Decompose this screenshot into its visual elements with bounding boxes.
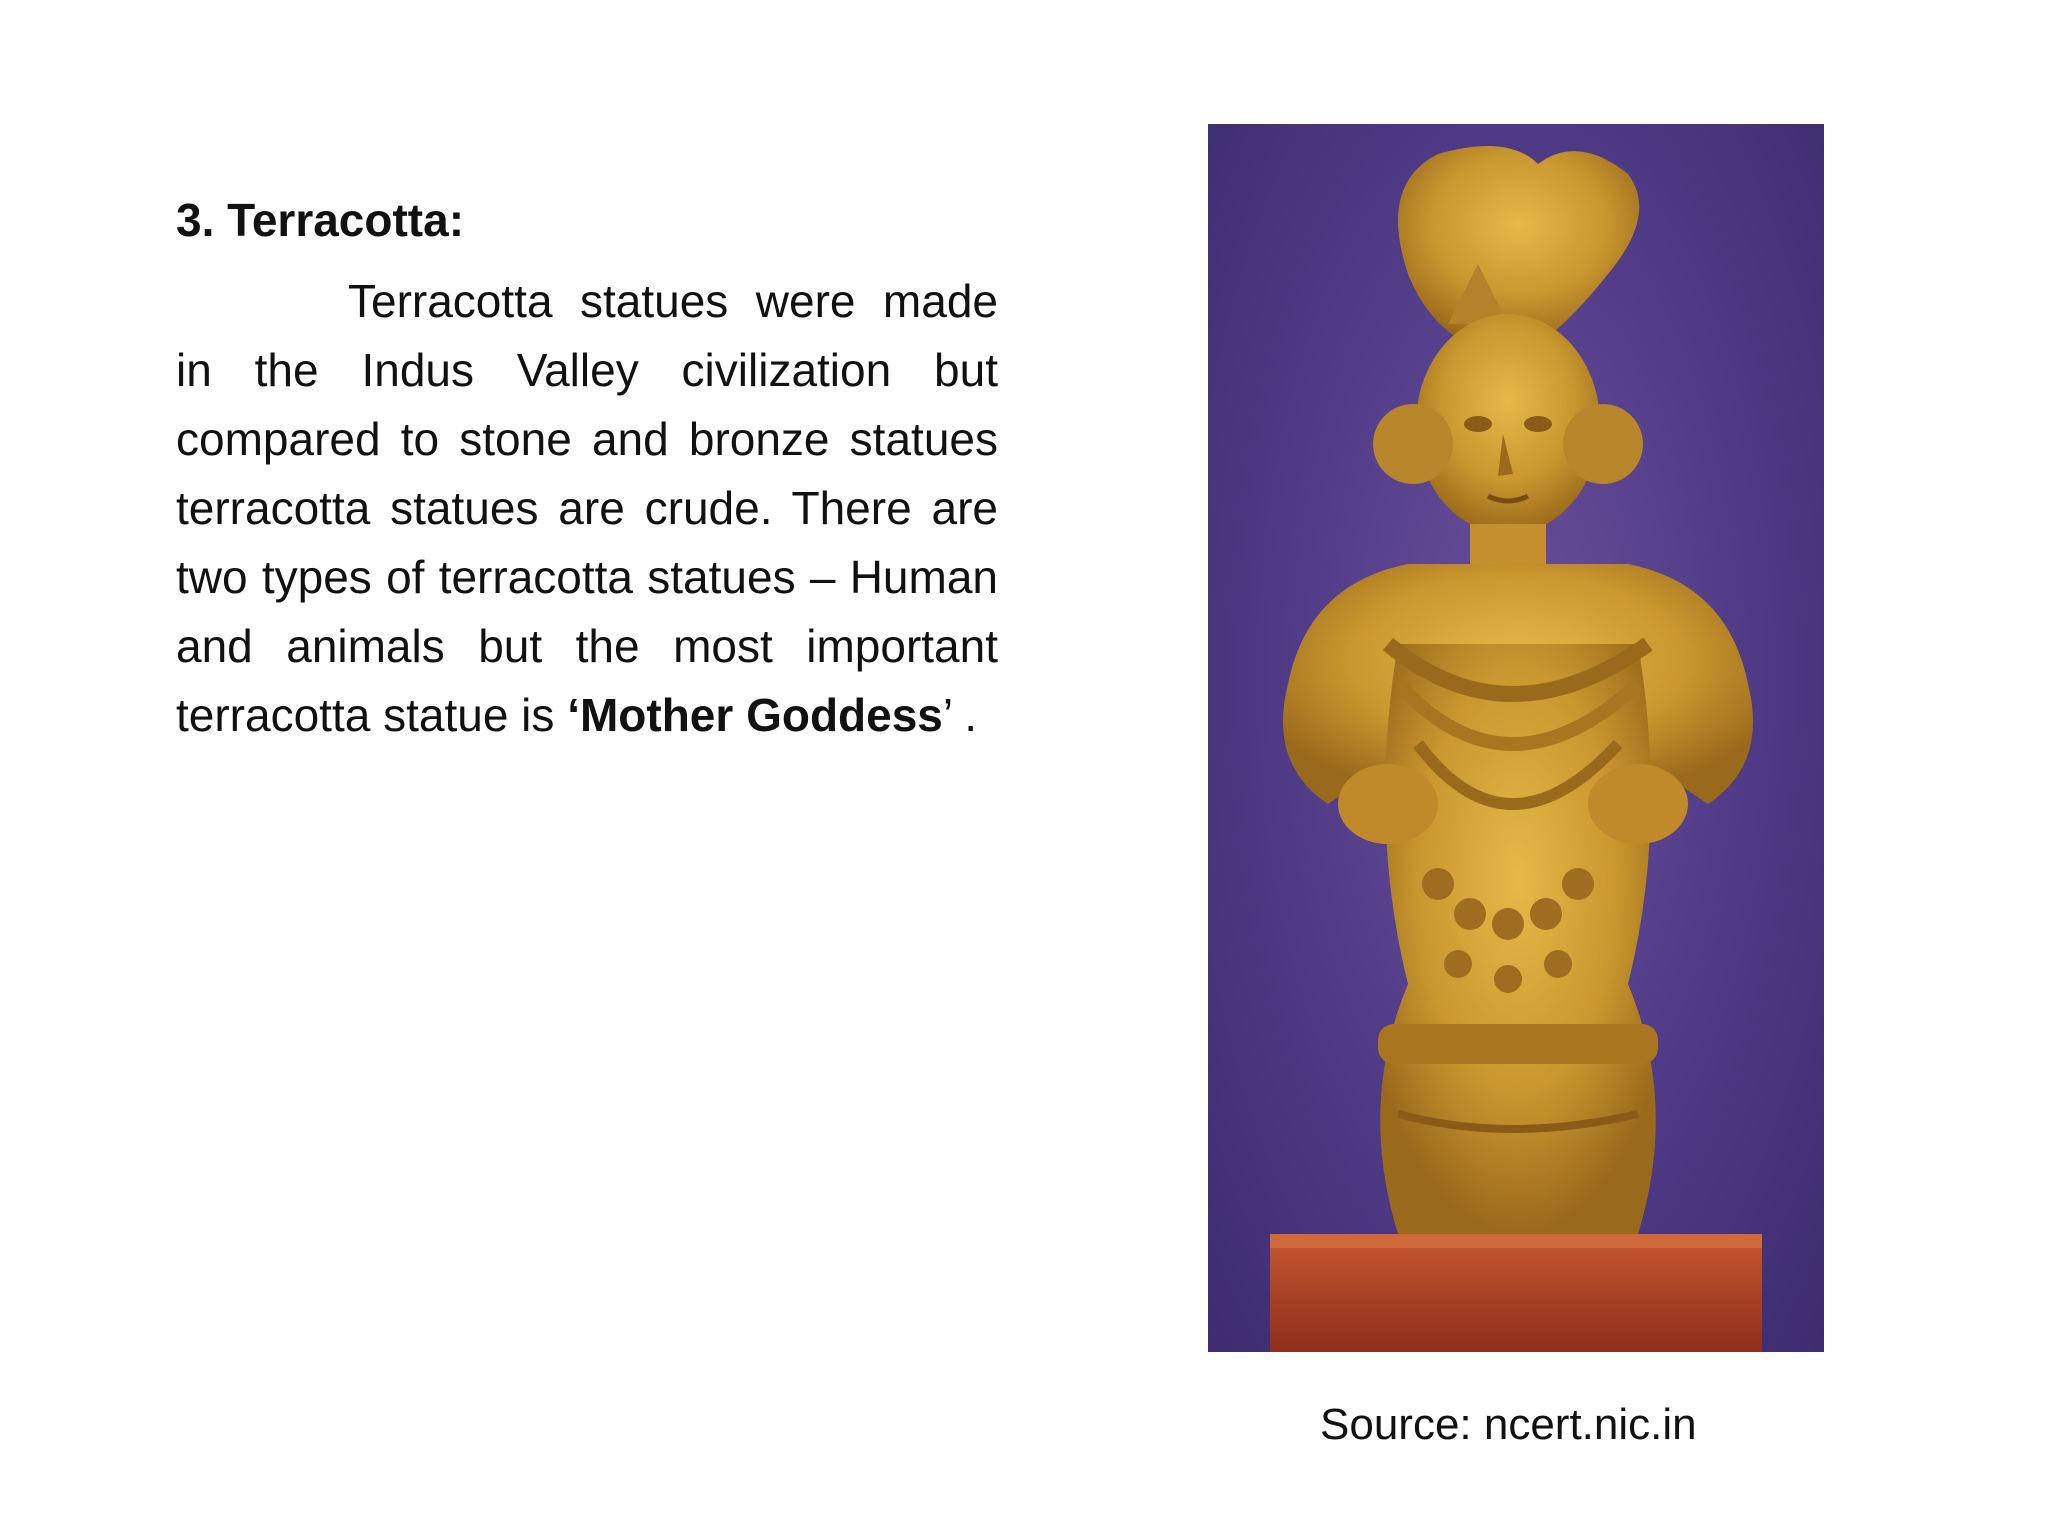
- mother-goddess-photo: [1208, 124, 1824, 1352]
- paragraph-tail-text: ’ .: [942, 689, 977, 741]
- section-heading: 3. Terracotta:: [176, 194, 465, 246]
- paragraph-emphasis-text: ‘Mother Goddess: [567, 689, 943, 741]
- image-source-caption: Source: ncert.nic.in: [1320, 1400, 1697, 1449]
- paragraph-main-text: Terracotta statues were made in the Indus Valley civilization but compared to stone and bronze statues terracotta statues are crude. There are two types of terracotta statues – Human and animals but the most important terracotta statue is: [176, 275, 998, 741]
- body-paragraph: [176, 267, 998, 750]
- mother-goddess-figurine-icon: [1208, 124, 1824, 1352]
